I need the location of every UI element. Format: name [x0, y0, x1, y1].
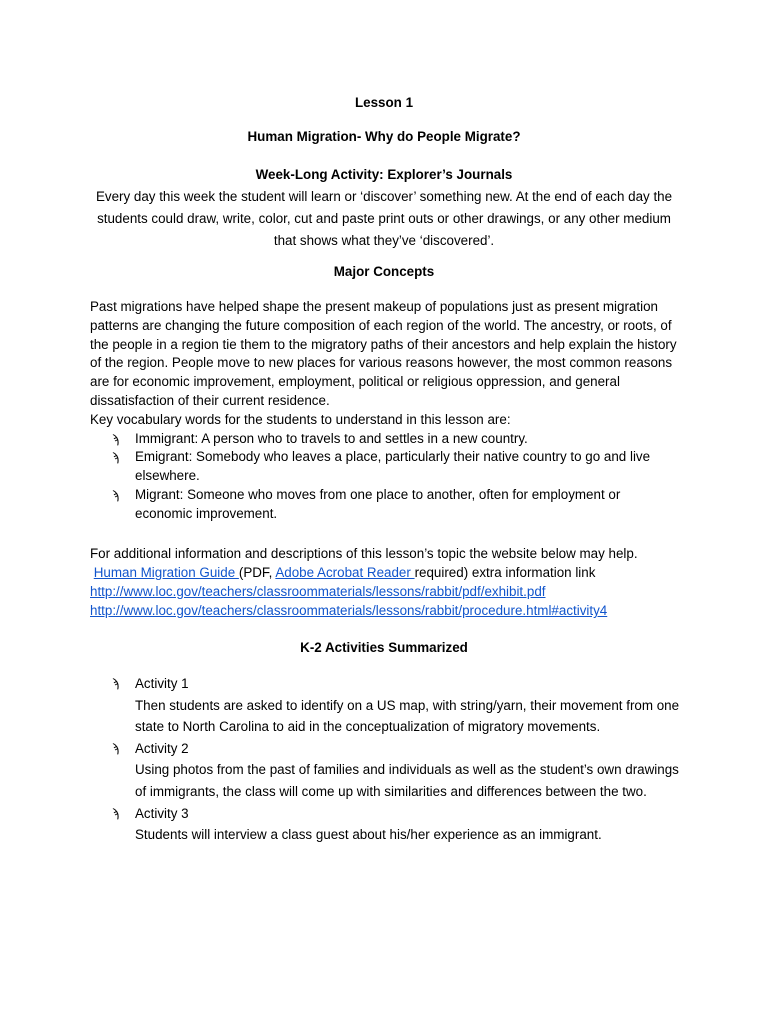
exhibit-pdf-link[interactable]: http://www.loc.gov/teachers/classroommaterials/lessons/rabbit/pdf/exhibit.pdf: [90, 584, 546, 599]
vocab-item: Immigrant: A person who to travels to and settles in a new country.: [135, 430, 528, 446]
activity-text: Every day this week the student will learn or ‘discover’ something new. At the end of each day the students could draw, write, color, cut and paste print outs or other drawings, or any other medium that shows what they’ve ‘discovered’.: [95, 189, 673, 248]
activity-title: Activity 2: [135, 740, 189, 756]
activity-section: [90, 164, 678, 252]
swirl-bullet-icon: ϡ: [112, 487, 119, 502]
activity-description: Then students are asked to identify on a US map, with string/yarn, their movement from one state to North Carolina to aid in the conceptualization of migratory movements.: [135, 697, 680, 735]
lesson-label: Lesson 1: [354, 95, 414, 110]
links-line: [90, 563, 690, 582]
swirl-bullet-icon: ϡ: [112, 431, 119, 446]
activity-title: Activity 1: [135, 676, 189, 691]
page-title: Human Migration- Why do People Migrate?: [247, 129, 521, 144]
activity-title: Activity 3: [135, 805, 189, 821]
list-item: [90, 448, 678, 486]
activities-list: [90, 673, 690, 846]
human-migration-guide-link[interactable]: Human Migration Guide: [93, 565, 239, 580]
pdf-note: (PDF,: [238, 565, 276, 580]
swirl-bullet-icon: ϡ: [112, 450, 119, 465]
list-item: [90, 486, 678, 524]
extra-info-text: required) extra information link: [414, 565, 596, 580]
adobe-acrobat-link[interactable]: Adobe Acrobat Reader: [275, 565, 415, 580]
vocab-item: Emigrant: Somebody who leaves a place, particularly their native country to go and live elsewhere.: [135, 449, 651, 484]
swirl-bullet-icon: ϡ: [112, 740, 119, 755]
procedure-activity-link[interactable]: http://www.loc.gov/teachers/classroommaterials/lessons/rabbit/procedure.html#activity4: [90, 603, 608, 618]
list-item: [90, 430, 678, 449]
vocab-list: [90, 430, 678, 524]
swirl-bullet-icon: ϡ: [112, 676, 119, 690]
activity-description: Students will interview a class guest about his/her experience as an immigrant.: [135, 827, 602, 843]
major-concepts-text: Past migrations have helped shape the present makeup of populations just as present migration patterns are changing the future composition of each region of the world. The ancestry, or roots, of the people in a region tie them to the migratory paths of their ancestors and help explain the history of the region. People move to new places for various reasons however, the most common reasons are for economic improvement, employment, political or religious oppression, and general dissatisfaction of their current residence.: [90, 299, 677, 408]
list-item: [90, 803, 690, 846]
activity-description: Using photos from the past of families and individuals as well as the student’s own drawings of immigrants, the class will come up with similarities and differences between the two.: [135, 762, 679, 799]
list-item: [90, 738, 690, 803]
vocab-intro: Key vocabulary words for the students to understand in this lesson are:: [90, 411, 511, 427]
vocab-item: Migrant: Someone who moves from one place to another, often for employment or economic improvement.: [135, 486, 621, 521]
k2-activities-section: [90, 673, 690, 846]
k2-activities-heading: K-2 Activities Summarized: [300, 640, 468, 655]
major-concepts-heading: Major Concepts: [333, 264, 435, 279]
swirl-bullet-icon: ϡ: [112, 805, 119, 820]
activity-heading: Week-Long Activity: Explorer’s Journals: [255, 167, 513, 182]
additional-intro: For additional information and descriptions of this lesson’s topic the website below may help.: [90, 546, 638, 561]
major-concepts-section: [90, 298, 678, 524]
additional-info-section: [90, 544, 690, 620]
list-item: [90, 673, 690, 738]
